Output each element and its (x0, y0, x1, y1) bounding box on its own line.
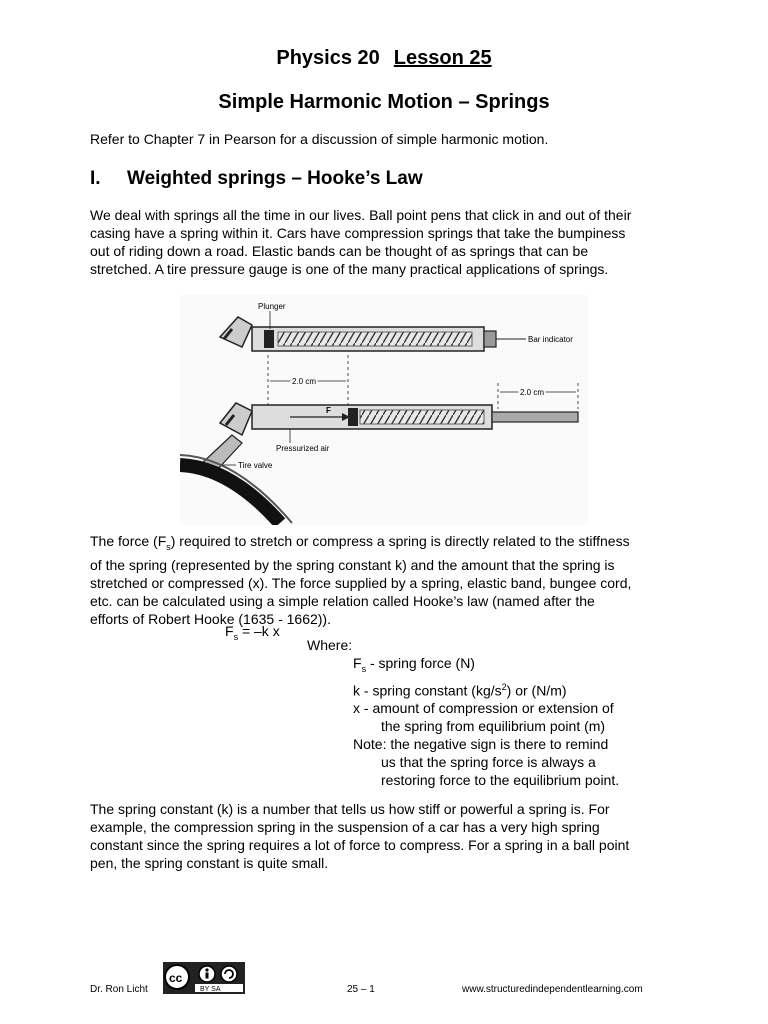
paragraph-line: stretched or compressed (x). The force supplied by a spring, elastic band, bungee cord, (90, 574, 632, 591)
definition-x-cont: the spring from equilibrium point (m) (381, 718, 606, 735)
footer-page-number: 25 – 1 (347, 984, 375, 995)
text-fragment: ) required to stretch or compress a spring is directly related to the stiffness (170, 533, 630, 549)
force-paragraph (90, 532, 690, 628)
text-fragment: k - spring constant (kg/s (353, 682, 502, 699)
dist-right-label: 2.0 cm (520, 388, 545, 397)
course-title: Physics 20 (276, 47, 380, 69)
subscript: s (361, 663, 367, 674)
plunger-label: Plunger (258, 302, 286, 311)
paragraph-line: example, the compression spring in the suspension of a car has a very high spring (90, 819, 600, 835)
section-number: I. (90, 168, 101, 189)
pressurized-air-label: Pressurized air (276, 444, 330, 453)
footer-author: Dr. Ron Licht (90, 984, 148, 995)
paragraph-line: efforts of Robert Hooke (1635 - 1662)). (90, 610, 331, 627)
dist-left-label: 2.0 cm (292, 377, 317, 386)
formula-lhs: F (225, 623, 234, 639)
paragraph-line: constant since the spring requires a lot of force to compress. For a spring in a ball point (90, 837, 630, 853)
definitions (353, 654, 673, 789)
bar-indicator-label: Bar indicator (528, 335, 573, 344)
subscript: s (233, 631, 239, 642)
tire-valve-label: Tire valve (238, 461, 273, 470)
page-title (0, 47, 768, 70)
cc-by-sa-icon (163, 962, 245, 994)
tire-gauge-figure (180, 295, 588, 525)
dimension-right (498, 383, 578, 409)
text-fragment: F (353, 655, 362, 671)
paragraph-line: out of riding down a road. Elastic bands can be thought of as springs that can be (90, 243, 589, 259)
definition-x: x - amount of compression or extension of (353, 700, 614, 717)
note-line: restoring force to the equilibrium point. (381, 772, 620, 789)
paragraph-line: The spring constant (k) is a number that tells us how stiff or powerful a spring is. For (90, 801, 610, 817)
note-line: Note: the negative sign is there to remind (353, 736, 609, 753)
text-fragment: The force (F (90, 533, 167, 549)
section-paragraph (90, 206, 690, 278)
cc-license-badge (163, 962, 245, 994)
intro-text: Refer to Chapter 7 in Pearson for a discussion of simple harmonic motion. (90, 131, 549, 147)
paragraph-line (90, 532, 690, 556)
paragraph-line: etc. can be calculated using a simple relation called Hooke’s law (named after the (90, 592, 595, 609)
definition-fs (353, 654, 673, 678)
hookes-law-formula (225, 622, 280, 646)
definition-k (353, 678, 673, 700)
license-text: BY SA (200, 986, 221, 993)
paragraph-line: We deal with springs all the time in our lives. Ball point pens that click in and out of their (90, 207, 632, 223)
text-fragment: ) or (N/m) (506, 682, 567, 699)
where-label: Where: (307, 637, 353, 653)
formula-rhs: = –k x (238, 623, 280, 639)
page-subtitle: Simple Harmonic Motion – Springs (218, 91, 550, 113)
lesson-title: Lesson 25 (393, 47, 492, 69)
text-fragment: - spring force (N) (366, 655, 475, 671)
section-heading: Weighted springs – Hooke’s Law (127, 168, 423, 189)
paragraph-line: casing have a spring within it. Cars have compression springs that take the bumpiness (90, 225, 626, 241)
paragraph-line: pen, the spring constant is quite small. (90, 855, 329, 871)
subscript: s (166, 541, 171, 552)
svg-text:cc: cc (169, 971, 183, 985)
note-line: us that the spring force is always a (381, 754, 596, 771)
footer-website: www.structuredindependentlearning.com (462, 984, 643, 995)
paragraph-line: of the spring (represented by the spring constant k) and the amount that the spring is (90, 556, 615, 573)
gauge-top (220, 302, 573, 351)
superscript: 2 (501, 681, 507, 692)
paragraph-line: stretched. A tire pressure gauge is one of the many practical applications of springs. (90, 261, 609, 277)
spring-constant-paragraph (90, 800, 690, 872)
tire-gauge-diagram (180, 295, 588, 525)
gauge-bottom (220, 403, 578, 453)
force-label: F (326, 406, 331, 415)
